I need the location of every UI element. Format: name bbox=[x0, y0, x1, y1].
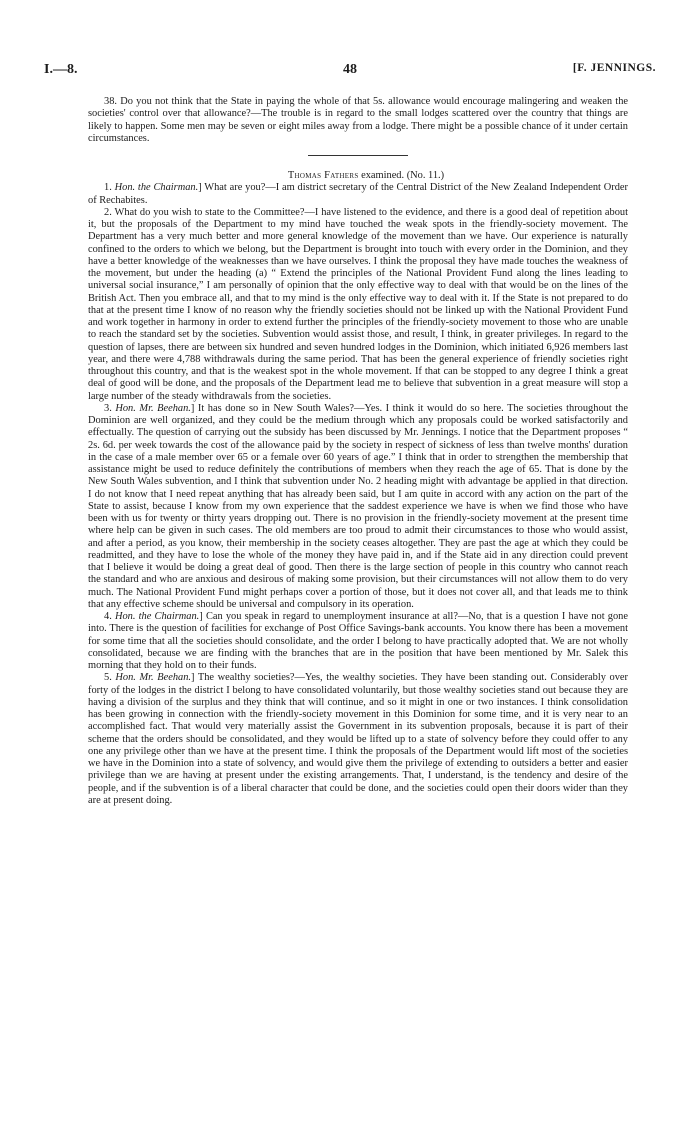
intro-paragraph: 38. Do you not think that the State in paying the whole of that 5s. allowance would encourage malingering and weaken the societies' control over that allowance?—The trouble is in regard to the small lodges scattered over the country that things are likely to happen. Some men may be seven or eight miles away from a lodge. There might be a possible chance of it under certain circumstances. bbox=[88, 96, 628, 144]
paragraph-number: 5. bbox=[104, 672, 112, 684]
paragraph-number: 2. bbox=[104, 206, 112, 218]
paragraph-number: 1. bbox=[104, 182, 112, 194]
paragraph-2 bbox=[88, 207, 628, 403]
paragraph-text: ] It has done so in New South Wales?—Yes. I think it would do so here. The societies throughout the Dominion are well organized, and they could be the medium through which any proposals could be worked satisfactorily and effectually. The question of carrying out the subsidy has been discussed by Mr. Jennings. I notice that the Department proposes “ 2s. 6d. per week towards the cost of the allowance paid by the society in respect of sickness of less than twelve months' duration in the case of a male member over 65 or a female over 60 years of age.” I think that in order to strengthen the membership that assistance might be used to reduce definitely the contributions of members when they reach the age of 65. That is done by the New South Wales subvention, and I think that subvention under No. 2 heading might with advantage be applied in that direction. I do not know that I need repeat anything that has already been said, but I am quite in accord with any action on the part of the State to assist, because I know from my own experience that the saddest experience we have is when we find those who have been with us for twenty or thirty years dropping out. There is no provision in the friendly-society movement at the present time where help can be given in such cases. The old members are too proud to admit their circumstances to those who would assist, and after a period, as you know, their membership in the society ceases altogether. They are past the age at which they could be readmitted, and they have to lose the whole of the money they have paid in, and if the State aid in any direction could prevent that I believe it would be doing a great deal of good. Then there is the large section of people in this country who cannot reach the standard and who are anxious and desirous of making some provision, but their circumstances will not allow them to do very much. The National Provident Fund might perhaps cover a portion of those, but it does not cover all, and that leads me to think that any effective scheme should be universal and compulsory in its operation. bbox=[88, 402, 628, 610]
document-reference: I.—8. bbox=[44, 62, 78, 77]
page-header bbox=[44, 62, 656, 80]
document-body bbox=[88, 96, 628, 807]
witness-heading-suffix: examined. (No. 11.) bbox=[358, 170, 445, 181]
paragraph-number: 3. bbox=[104, 402, 112, 414]
paragraph-text: ] Can you speak in regard to unemployment insurance at all?—No, that is a question I have not gone into. There is the question of facilities for exchange of Post Office Savings-bank accounts. You know there has been a movement for some time that all the societies should consolidate, and the order I belong to have practically adopted that. We are not wholly consolidated, because we are finding with the branches that are in the position that have been mentioned by Mr. Salek this morning that they hold on to their funds. bbox=[88, 611, 628, 671]
page-number: 48 bbox=[343, 62, 357, 77]
speaker: Hon. the Chairman. bbox=[114, 182, 199, 194]
paragraph-1 bbox=[88, 182, 628, 207]
paragraph-text: ] The wealthy societies?—Yes, the wealthy societies. They have been standing out. Considerably over forty of the lodges in the district I belong to have consolidated voluntarily, but those wealthy societies stand out because they are having a division of the surplus and they think that will continue, and so it might in one or two instances. I think consolidation has been growing in connection with the friendly-society movement in this Dominion for some time, and it is very near to an accomplished fact. That would very materially assist the Government in its subvention proposals, because it is part of their scheme that the orders should be consolidated, and they would be lifted up to a state of solvency before they could offer to any one any privilege other than we have at the present time. I think the proposals of the Department would lift most of the societies we have in the Dominion into a state of solvency, and would give them the privilege of extending to outsiders a better and easier privilege than we are having at present under the existing arrangements. That, I understand, is the tendency and desire of the people, and if the subvention is of a liberal character that could be done, and the societies could open their doors wider than they are at present doing. bbox=[88, 672, 628, 806]
witness-heading bbox=[88, 170, 628, 182]
witness-name: Thomas Fathers bbox=[287, 170, 359, 181]
speaker: Hon. Mr. Beehan. bbox=[115, 402, 191, 414]
speaker: Hon. the Chairman. bbox=[114, 611, 200, 622]
section-divider bbox=[308, 155, 408, 156]
paragraph-3 bbox=[88, 403, 628, 611]
paragraph-4 bbox=[88, 611, 628, 672]
witness-running-head: [F. JENNINGS. bbox=[572, 62, 656, 74]
paragraph-number: 4. bbox=[104, 611, 112, 622]
paragraph-text: ] What are you?—I am district secretary of the Central District of the New Zealand Independent Order of Rechabites. bbox=[88, 182, 628, 206]
paragraph-text: What do you wish to state to the Committee?—I have listened to the evidence, and there is a good deal of repetition about it, but the proposals of the Department to my mind have touched the weak spots in the friendly-society movement. The Department has a very much better and more general knowledge of the movement than we have. Our experience is naturally confined to the orders to which we belong, but the Department is brought into touch with every order in the Dominion, and they have a better knowledge of the weaknesses than we have ourselves. I think the proposal they have made touches the weakness of the movement, but under the heading (a) “ Extend the principles of the National Provident Fund along the lines leading to universal social insurance,” I am personally of opinion that the only effective way to deal with that would be on the lines of the British Act. Then you embrace all, and that to my mind is the only effective way to deal with it. If the State is not prepared to do that at the present time I know of no reason why the friendly societies should not be linked up with the National Provident Fund and work together in harmony in order to extend further the principles of the friendly-society movement to those who are unable to reach the standard set by the societies. Subvention would assist those, and result, I think, in greater privileges. In regard to the question of lapses, there are between six hundred and seven hundred lodges in the Dominion, which initiated 6,926 members last year, and there were 4,788 withdrawals during the same period. That has been the general experience of friendly societies right throughout this country, and that is the weakest spot in the whole movement. If that can be stopped to any degree I think a great deal of good will be done, and the proposals of the Department lead me to believe that subvention in a great measure will stop a large number of the steady withdrawals from the societies. bbox=[88, 206, 628, 402]
paragraph-5 bbox=[88, 672, 628, 807]
speaker: Hon. Mr. Beehan. bbox=[115, 672, 192, 684]
